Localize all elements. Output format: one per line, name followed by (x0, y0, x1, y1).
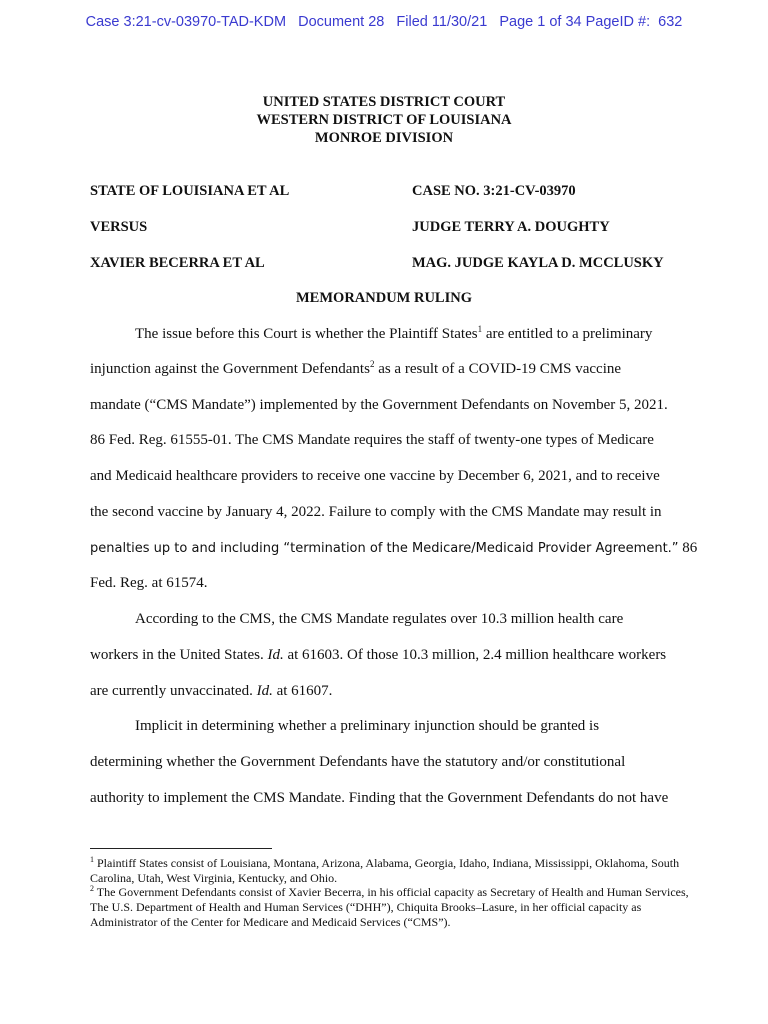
body-line: and Medicaid healthcare providers to receive one vaccine by December 6, 2021, and to receive (90, 468, 660, 484)
body-line: According to the CMS, the CMS Mandate regulates over 10.3 million health care (135, 611, 624, 627)
versus-label: VERSUS (90, 219, 148, 235)
case-header-stamp: Case 3:21-cv-03970-TAD-KDM Document 28 Filed 11/30/21 Page 1 of 34 PageID #: 632 (85, 14, 683, 30)
body-line: Fed. Reg. at 61574. (90, 575, 208, 591)
body-line: Implicit in determining whether a preliminary injunction should be granted is (135, 718, 600, 734)
court-district: WESTERN DISTRICT OF LOUISIANA (256, 112, 512, 128)
footnote-1: $^1$ Plaintiff States consist of Louisiana, Montana, Arizona, Alabama, Georgia, Idaho, Indiana, Mississippi, Oklahoma, South Carolina, Utah, West Virginia, Kentucky, and Ohio. (90, 855, 680, 885)
magistrate-judge-name: MAG. JUDGE KAYLA D. MCCLUSKY (412, 255, 664, 271)
judge-name: JUDGE TERRY A. DOUGHTY (412, 219, 610, 235)
body-line: The issue before this Court is whether the Plaintiff States$^1$ are entitled to a preliminary (135, 324, 653, 342)
plaintiff-name: STATE OF LOUISIANA ET AL (90, 183, 290, 199)
document-title: MEMORANDUM RULING (296, 290, 472, 306)
body-line: injunction against the Government Defendants$^2$ as a result of a COVID-19 CMS vaccine (90, 359, 622, 377)
id-citation: Id. (256, 683, 273, 699)
body-line: mandate (“CMS Mandate”) implemented by the Government Defendants on November 5, 2021. (90, 397, 668, 413)
court-division: MONROE DIVISION (314, 130, 454, 146)
body-line: authority to implement the CMS Mandate. Finding that the Government Defendants do not have (90, 790, 669, 806)
footnote-ref-1[interactable]: 1 (477, 324, 483, 334)
body-line: the second vaccine by January 4, 2022. Failure to comply with the CMS Mandate may result in (90, 504, 662, 520)
body-line: determining whether the Government Defendants have the statutory and/or constitutional (90, 754, 626, 770)
footnote-divider (90, 848, 272, 849)
defendant-name: XAVIER BECERRA ET AL (90, 255, 265, 271)
body-line: are currently unvaccinated. Id. at 61607. (90, 683, 333, 699)
court-heading (0, 93, 768, 147)
id-citation: Id. (267, 647, 284, 663)
body-line: workers in the United States. Id. at 61603. Of those 10.3 million, 2.4 million healthcare workers (90, 647, 667, 663)
footnote-ref-2[interactable]: 2 (369, 359, 375, 369)
case-number: CASE NO. 3:21-CV-03970 (412, 183, 576, 199)
body-line: penalties up to and including “termination of the Medicare/Medicaid Provider Agreement.” 86 (90, 540, 698, 556)
court-name: UNITED STATES DISTRICT COURT (262, 94, 506, 110)
footnote-2: $^2$ The Government Defendants consist of Xavier Becerra, in his official capacity as Secretary of Health and Human Services, The U.S. Department of Health and Human Services (“DHH”), Chiquita Brooks–Lasure, in her official capacity as Administrator of the Center for Medicare and Medicaid Services (“CMS”). (90, 884, 689, 929)
body-line: 86 Fed. Reg. 61555-01. The CMS Mandate requires the staff of twenty-one types of Medicare (90, 432, 654, 448)
